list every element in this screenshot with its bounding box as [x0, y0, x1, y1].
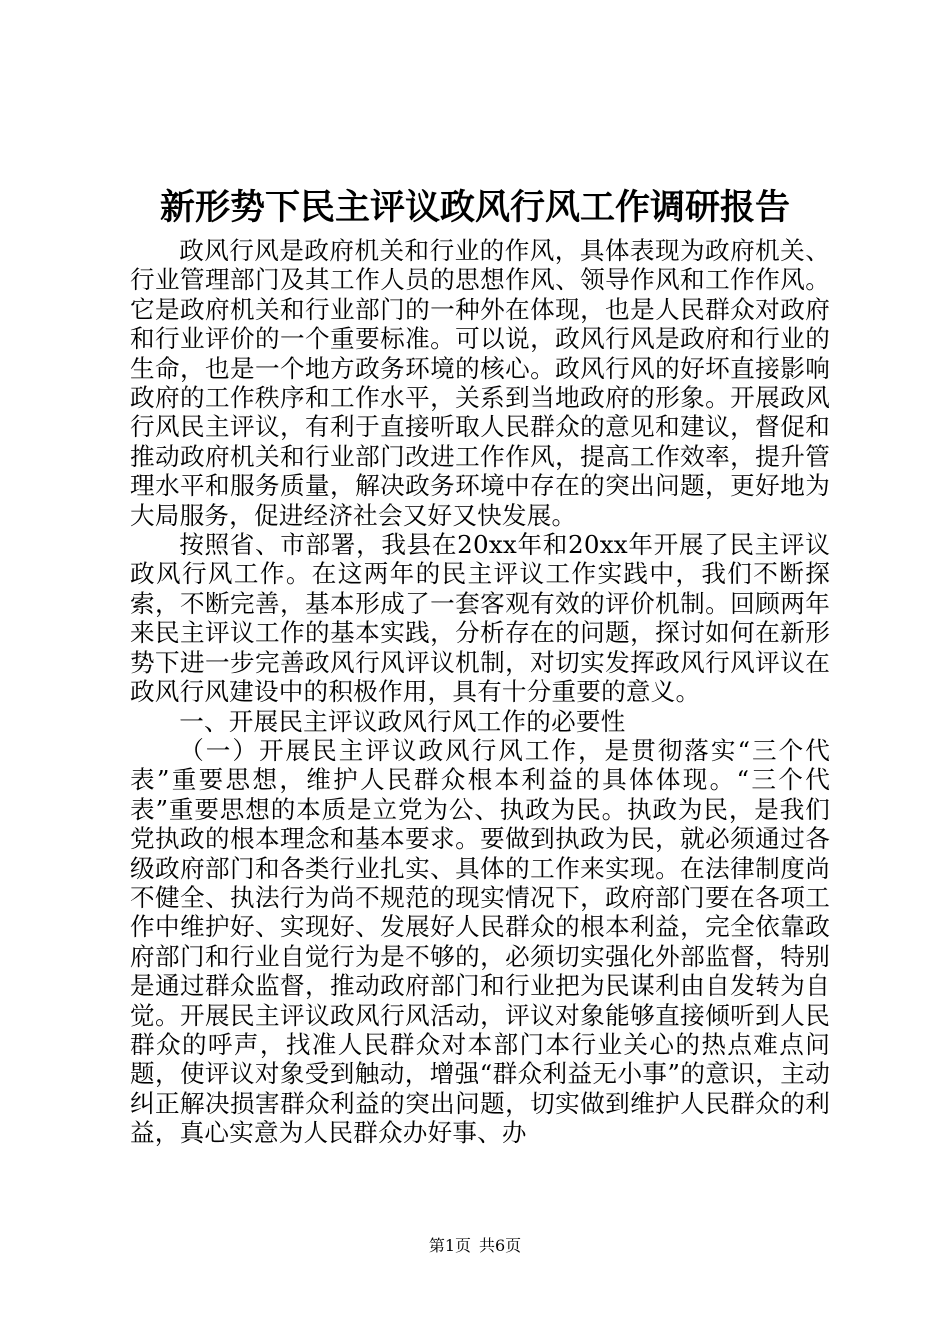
paragraph-intro: 政风行风是政府机关和行业的作风，具体表现为政府机关、行业管理部门及其工作人员的思想作风、领导作风和工作作风。它是政府机关和行业部门的一种外在体现，也是人民群众对政府和行业评价的一个重要标准。可以说，政风行风是政府和行业的生命，也是一个地方政务环境的核心。政风行风的好坏直接影响政府的工作秩序和工作水平，关系到当地政府的形象。开展政风行风民主评议，有利于直接听取人民群众的意见和建议，督促和推动政府机关和行业部门改进工作作风，提高工作效率，提升管理水平和服务质量，解决政务环境中存在的突出问题，更好地为大局服务，促进经济社会又好又快发展。: [130, 236, 830, 530]
paragraph-background: 按照省、市部署，我县在20xx年和20xx年开展了民主评议政风行风工作。在这两年的民主评议工作实践中，我们不断探索，不断完善，基本形成了一套客观有效的评价机制。回顾两年来民主评议工作的基本实践，分析存在的问题，探讨如何在新形势下进一步完善政风行风评议机制，对切实发挥政风行风评议在政风行风建设中的积极作用，具有十分重要的意义。: [130, 530, 830, 707]
page-total: 共6页: [479, 1236, 522, 1255]
section-heading-1: 一、开展民主评议政风行风工作的必要性: [179, 706, 626, 736]
page-footer: [0, 1236, 950, 1256]
paragraph-section-1-1: （一）开展民主评议政风行风工作，是贯彻落实“三个代表”重要思想，维护人民群众根本利益的具体体现。“三个代表”重要思想的本质是立党为公、执政为民。执政为民，是我们党执政的根本理念和基本要求。要做到执政为民，就必须通过各级政府部门和各类行业扎实、具体的工作来实现。在法律制度尚不健全、执法行为尚不规范的现实情况下，政府部门要在各项工作中维护好、实现好、发展好人民群众的根本利益，完全依靠政府部门和行业自觉行为是不够的，必须切实强化外部监督，特别是通过群众监督，推动政府部门和行业把为民谋利由自发转为自觉。开展民主评议政风行风活动，评议对象能够直接倾听到人民群众的呼声，找准人民群众对本部门本行业关心的热点难点问题，使评议对象受到触动，增强“群众利益无小事”的意识，主动纠正解决损害群众利益的突出问题，切实做到维护人民群众的利益，真心实意为人民群众办好事、办: [130, 735, 830, 1148]
page-number: 第1页: [428, 1236, 471, 1255]
document-body: [130, 236, 830, 1148]
document-title: 新形势下民主评议政风行风工作调研报告: [159, 187, 790, 228]
